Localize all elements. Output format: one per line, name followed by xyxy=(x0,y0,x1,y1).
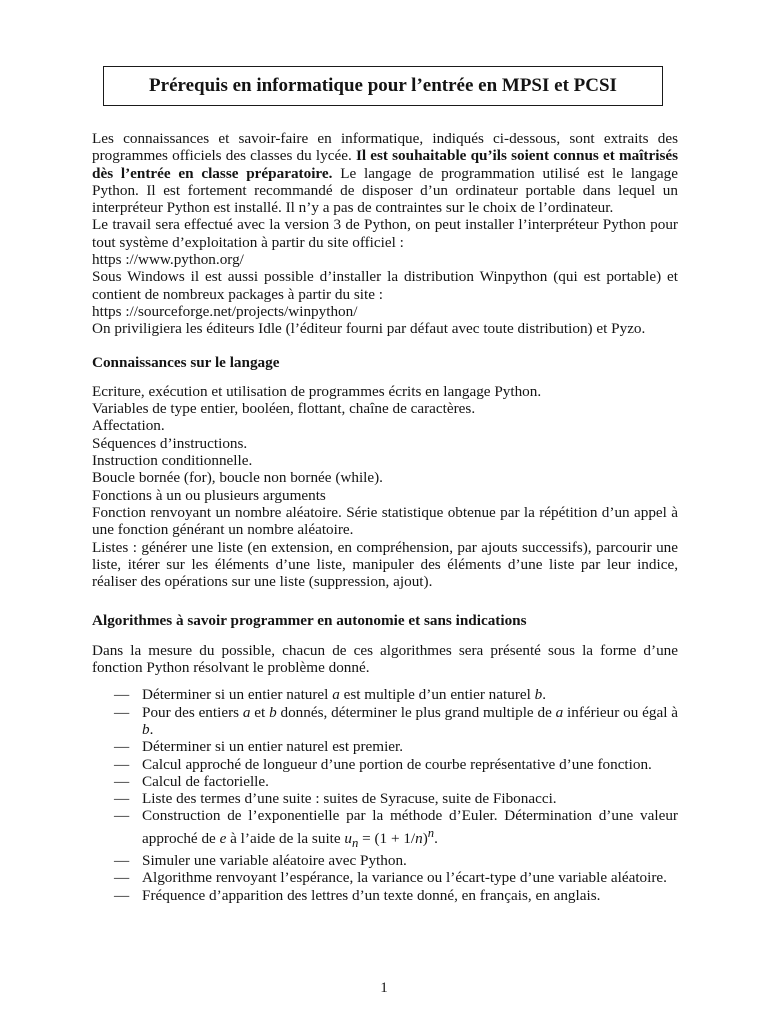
intro-python-version: Le travail sera effectué avec la version 3 de Python, on peut installer l’interpréteur Python pour tout système d’exploitation à partir du site officiel : xyxy=(92,216,678,251)
langage-line: Instruction conditionnelle. xyxy=(92,452,253,470)
page-title: Prérequis en informatique pour l’entrée en MPSI et PCSI xyxy=(149,75,617,96)
item-text: Fréquence d’apparition des lettres d’un texte donné, en français, en anglais. xyxy=(142,886,601,904)
url-python: https ://www.python.org/ xyxy=(92,251,244,269)
algorithmes-intro: Dans la mesure du possible, chacun de ces algorithmes sera présenté sous la forme d’une fonction Python résolvant le problème donné. xyxy=(92,641,678,677)
math-var: n xyxy=(415,829,423,847)
item-text: Déterminer si un entier naturel est premier. xyxy=(142,738,404,756)
algorithm-list xyxy=(92,686,678,904)
math-var: a xyxy=(555,703,564,721)
dash-bullet: — xyxy=(114,852,130,870)
item-text: Calcul de factorielle. xyxy=(142,772,269,790)
intro-text-cont: Le langage de programmation utilisé est le langage Python. Il est fortement recommandé de disposer d’un ordinateur portable dans lequel un interpréteur Python est installé. Il n’y a pas de contraintes sur le choix de l’ordinateur. xyxy=(92,164,679,217)
langage-line: Listes : générer une liste (en extension, en compréhension, par ajouts successifs), parcourir une liste, itérer sur les éléments d’une liste, manipuler des éléments d’une liste par leur indice, réaliser des opérations sur une liste (suppression, ajout). xyxy=(92,538,678,591)
math-var: a xyxy=(242,703,251,721)
math-subscript: n xyxy=(352,835,359,850)
section-heading-langage: Connaissances sur le langage xyxy=(92,353,280,371)
dash-bullet: — xyxy=(114,869,130,887)
intro-bold-text: Il est souhaitable qu’ils soient connus et maîtrisés dès l’entrée en classe préparatoire. xyxy=(92,147,679,182)
title-box xyxy=(103,66,663,106)
intro-text: Les connaissances et savoir-faire en informatique, indiqués ci-dessous, sont extraits des programmes officiels des classes du lycée. xyxy=(92,130,678,165)
document-body xyxy=(92,130,678,904)
list-item xyxy=(114,790,678,807)
list-item xyxy=(114,807,678,852)
langage-line: Affectation. xyxy=(92,417,165,435)
item-text: Simuler une variable aléatoire avec Python. xyxy=(142,852,407,870)
page-number: 1 xyxy=(380,980,388,996)
list-item xyxy=(114,852,678,869)
math-var: a xyxy=(332,686,340,704)
math-superscript: n xyxy=(427,825,435,840)
item-text: = (1 + 1/ xyxy=(358,829,416,847)
math-var: b xyxy=(534,686,543,704)
item-text: Construction de l’exponentielle par la méthode d’Euler. Détermination d’une valeur approché de xyxy=(142,807,678,847)
url-winpython: https ://sourceforge.net/projects/winpython/ xyxy=(92,302,358,320)
list-item xyxy=(114,773,678,790)
math-var: b xyxy=(269,703,277,721)
langage-line: Ecriture, exécution et utilisation de programmes écrits en langage Python. xyxy=(92,382,542,400)
math-var: u xyxy=(344,829,353,847)
item-text: . xyxy=(434,829,438,847)
list-item xyxy=(114,738,678,755)
dash-bullet: — xyxy=(114,886,130,904)
item-text: Algorithme renvoyant l’espérance, la variance ou l’écart-type d’une variable aléatoire. xyxy=(142,869,667,887)
intro-windows: Sous Windows il est aussi possible d’installer la distribution Winpython (qui est portable) et contient de nombreux packages à partir du site : xyxy=(92,268,678,303)
item-text: Déterminer si un entier naturel xyxy=(142,686,333,704)
item-text: est multiple d’un entier naturel xyxy=(339,686,535,704)
item-text: Calcul approché de longueur d’une portion de courbe représentative d’une fonction. xyxy=(142,755,652,773)
math-var: b xyxy=(142,720,150,738)
list-item xyxy=(114,686,678,703)
intro-editors: On priviligiera les éditeurs Idle (l’éditeur fourni par défaut avec toute distribution) et Pyzo. xyxy=(92,320,646,338)
dash-bullet: — xyxy=(114,686,130,704)
item-text: Pour des entiers xyxy=(142,703,243,721)
langage-line: Séquences d’instructions. xyxy=(92,434,248,452)
dash-bullet: — xyxy=(114,807,130,825)
item-text: inférieur ou égal à xyxy=(563,703,678,721)
item-text: ) xyxy=(422,829,428,847)
langage-line: Boucle bornée (for), boucle non bornée (while). xyxy=(92,469,383,487)
section-heading-algorithmes: Algorithmes à savoir programmer en autonomie et sans indications xyxy=(92,612,527,630)
langage-line: Variables de type entier, booléen, flottant, chaîne de caractères. xyxy=(92,400,476,418)
dash-bullet: — xyxy=(114,755,130,773)
item-text: Liste des termes d’une suite : suites de Syracuse, suite de Fibonacci. xyxy=(142,790,557,808)
langage-line: Fonction renvoyant un nombre aléatoire. Série statistique obtenue par la répétition d’un appel à une fonction générant un nombre aléatoire. xyxy=(92,503,678,539)
item-text: . xyxy=(542,686,547,704)
dash-bullet: — xyxy=(114,790,130,808)
intro-paragraph xyxy=(92,130,678,216)
list-item xyxy=(114,869,678,886)
langage-line: Fonctions à un ou plusieurs arguments xyxy=(92,486,326,504)
section-langage-content xyxy=(92,383,678,591)
item-text: et xyxy=(250,703,270,721)
list-item xyxy=(114,887,678,904)
dash-bullet: — xyxy=(114,738,130,756)
list-item xyxy=(114,756,678,773)
item-text: donnés, déterminer le plus grand multiple de xyxy=(276,703,556,721)
item-text: . xyxy=(149,720,154,738)
list-item xyxy=(114,704,678,739)
dash-bullet: — xyxy=(114,703,130,721)
dash-bullet: — xyxy=(114,772,130,790)
item-text: à l’aide de la suite xyxy=(226,829,345,847)
math-var: e xyxy=(219,829,227,847)
